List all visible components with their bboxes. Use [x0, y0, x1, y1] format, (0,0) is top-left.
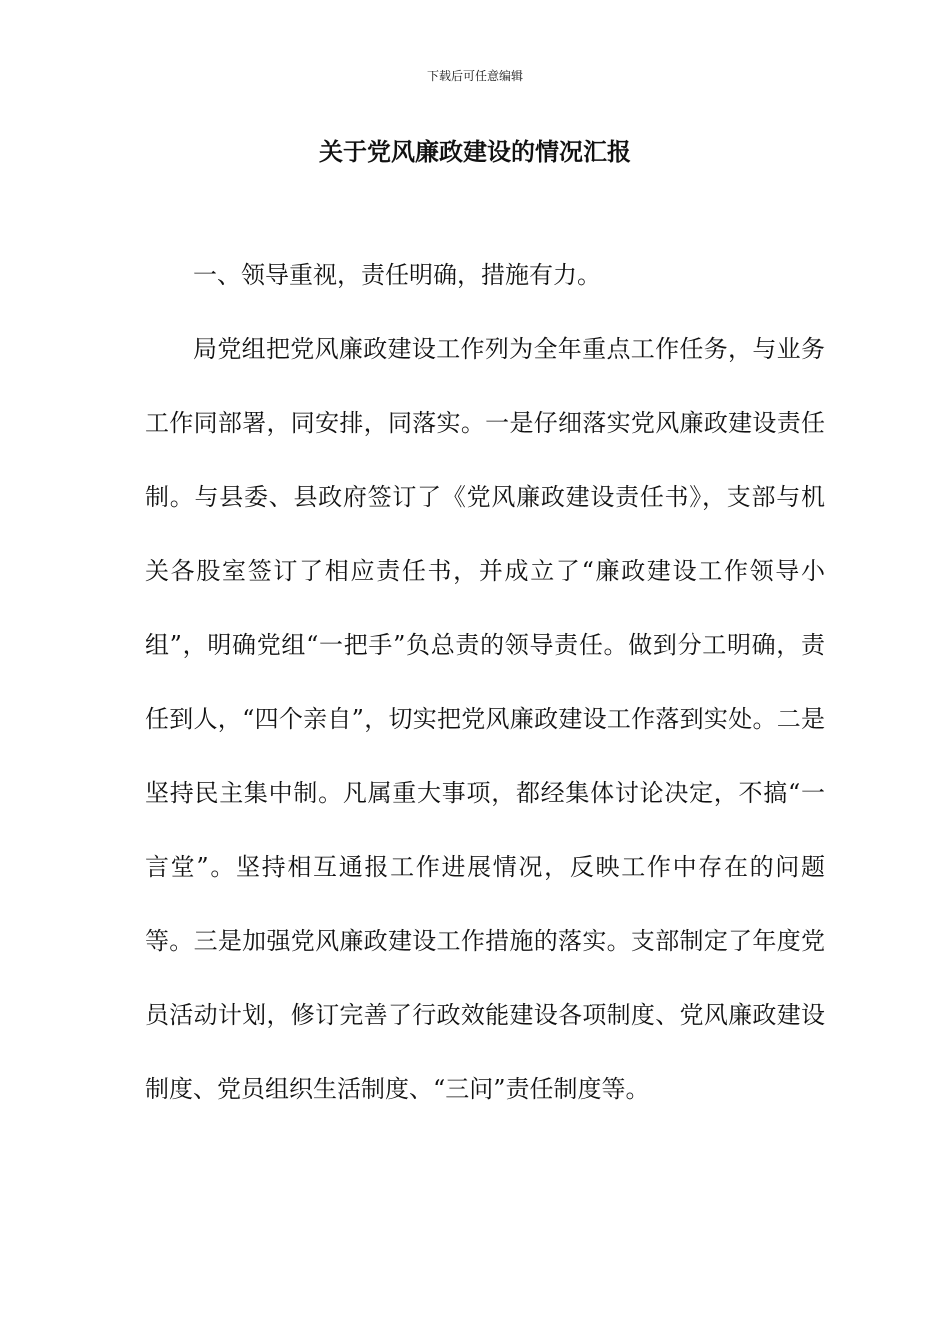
body-paragraph: 局党组把党风廉政建设工作列为全年重点工作任务，与业务工作同部署，同安排，同落实。一是仔细落实党风廉政建设责任制。与县委、县政府签订了《党风廉政建设责任书》，支部与机关各股室签订了相应责任书，并成立了“廉政建设工作领导小组”，明确党组“一把手”负总责的领导责任。做到分工明确，责任到人，“四个亲自”，切实把党风廉政建设工作落到实处。二是坚持民主集中制。凡属重大事项，都经集体讨论决定，不搞“一言堂”。坚持相互通报工作进展情况，反映工作中存在的问题等。三是加强党风廉政建设工作措施的落实。支部制定了年度党员活动计划，修订完善了行政效能建设各项制度、党风廉政建设制度、党员组织生活制度、“三问”责任制度等。: [145, 335, 825, 1103]
header-note: 下载后可任意编辑: [426, 69, 523, 83]
section-heading: 一、领导重视，责任明确，措施有力。: [193, 261, 601, 289]
document-title: 关于党风廉政建设的情况汇报: [319, 138, 631, 166]
